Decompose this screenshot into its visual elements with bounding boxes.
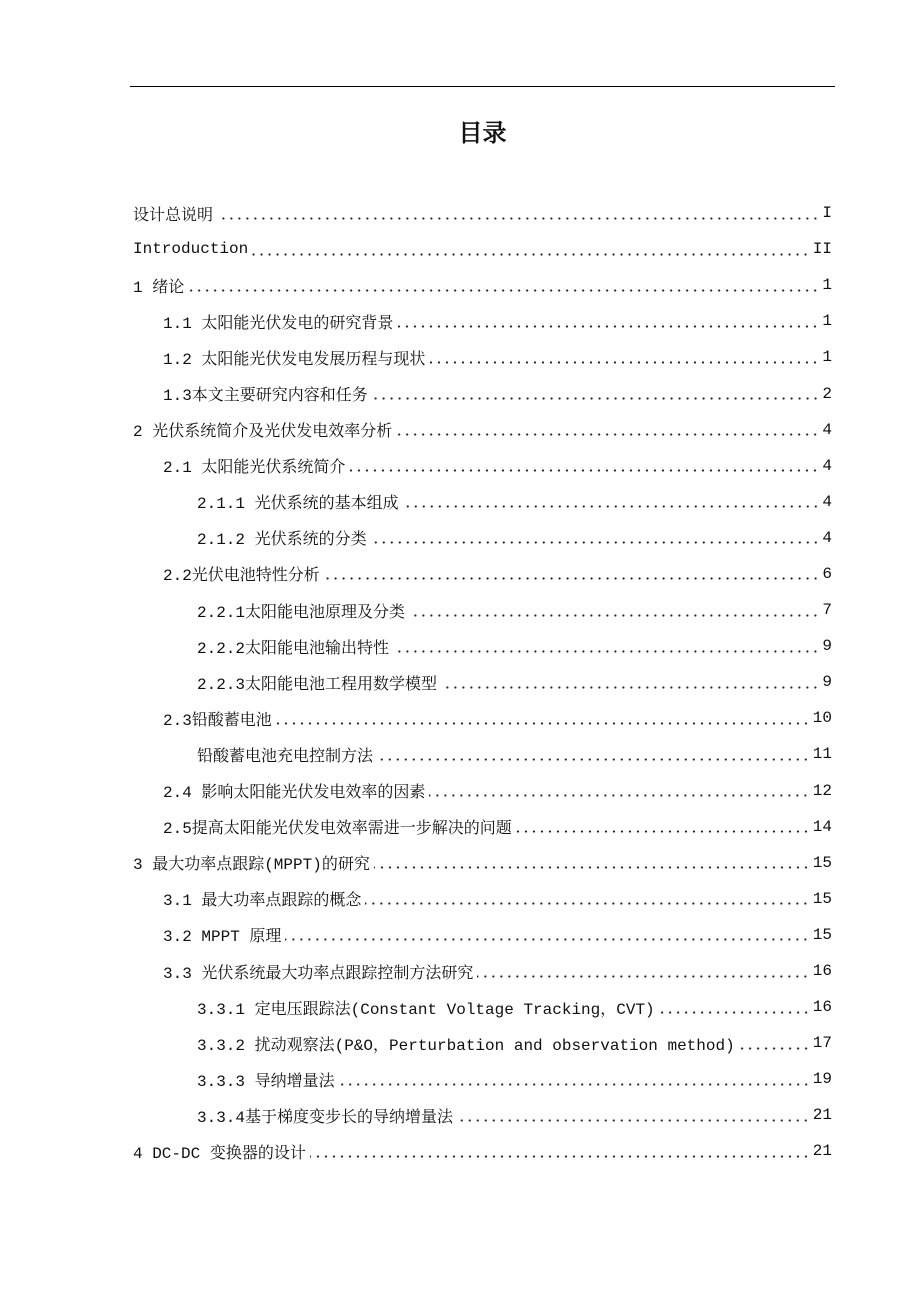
toc-entry (133, 448, 832, 484)
toc-entry-page: 7 (822, 601, 832, 620)
toc-entry-page: 1 (822, 312, 832, 331)
dot-leader (371, 541, 820, 544)
toc-entry-label: 3.3 光伏系统最大功率点跟踪控制方法研究 (163, 964, 474, 983)
toc-entry-label: 设计总说明 (133, 206, 214, 225)
dot-leader (349, 469, 819, 472)
header-rule (130, 86, 835, 87)
dot-leader (285, 938, 809, 941)
toc-entry-page: 2 (822, 384, 832, 403)
dot-leader (403, 505, 820, 508)
toc-entry (133, 556, 832, 592)
dot-leader (310, 1155, 810, 1158)
toc-entry-page: 21 (812, 1142, 832, 1161)
toc-entry (133, 989, 832, 1025)
dot-leader (409, 614, 819, 617)
toc-entry-label: 1.3本文主要研究内容和任务 (163, 387, 368, 406)
toc-entry (133, 736, 832, 772)
dot-leader (516, 830, 810, 833)
dot-leader (393, 650, 819, 653)
toc-entry (133, 267, 832, 303)
dot-leader (477, 975, 809, 978)
dot-leader (659, 1011, 810, 1014)
page-title: 目录 (458, 119, 507, 147)
toc-entry-page: 9 (822, 673, 832, 692)
toc-entry-label: 2.2.2太阳能电池输出特性 (197, 639, 390, 658)
toc-entry-label: 1.2 太阳能光伏发电发展历程与现状 (163, 350, 426, 369)
dot-leader (739, 1047, 810, 1050)
toc-entry-page: 4 (822, 420, 832, 439)
toc-entry-page: 10 (812, 709, 832, 728)
dot-leader (252, 253, 810, 256)
dot-leader (429, 794, 809, 797)
toc-entry-page: 15 (812, 853, 832, 872)
toc-entry-page: II (812, 240, 832, 259)
toc-entry-label: 2.1.2 光伏系统的分类 (197, 531, 367, 550)
dot-leader (365, 902, 809, 905)
toc-entry-page: 1 (822, 276, 832, 295)
dot-leader (441, 686, 819, 689)
dot-leader (457, 1119, 810, 1122)
dot-leader (377, 758, 810, 761)
dot-leader (324, 577, 820, 580)
toc-entry (133, 1097, 832, 1133)
toc-entry (133, 412, 832, 448)
dot-leader (372, 397, 820, 400)
toc-entry-label: 2.4 影响太阳能光伏发电效率的因素 (163, 784, 426, 803)
toc-entry-page: 19 (812, 1070, 832, 1089)
dot-leader (217, 217, 819, 220)
toc-entry-label: 3.1 最大功率点跟踪的概念 (163, 892, 362, 911)
toc-entry (133, 628, 832, 664)
toc-entry (133, 881, 832, 917)
toc-entry-page: 21 (812, 1106, 832, 1125)
toc-entry-page: 16 (812, 998, 832, 1017)
toc-entry (133, 809, 832, 845)
toc-entry-page: 12 (812, 781, 832, 800)
toc-entry (133, 303, 832, 339)
toc-entry-label: 2.2光伏电池特性分析 (163, 567, 320, 586)
toc-entry-page: 17 (812, 1034, 832, 1053)
toc-entry (133, 1061, 832, 1097)
toc-entry-page: 15 (812, 925, 832, 944)
toc-entry (133, 664, 832, 700)
toc-entry-label: 铅酸蓄电池充电控制方法 (197, 747, 374, 766)
toc-entry-page: 4 (822, 528, 832, 547)
toc-entry (133, 773, 832, 809)
toc-entry-label: 2.1 太阳能光伏系统简介 (163, 459, 346, 478)
toc-entry-page: I (822, 204, 832, 223)
toc-entry-label: 2.2.3太阳能电池工程用数学模型 (197, 675, 438, 694)
toc-entry (133, 1025, 832, 1061)
toc-entry-page: 11 (812, 745, 832, 764)
toc-entry-label: 2.5提高太阳能光伏发电效率需进一步解决的问题 (163, 820, 512, 839)
toc-entry-label: 2.1.1 光伏系统的基本组成 (197, 495, 399, 514)
toc-entry-page: 4 (822, 456, 832, 475)
toc-entry-page: 15 (812, 889, 832, 908)
dot-leader (339, 1083, 810, 1086)
toc-entry (133, 375, 832, 411)
dot-leader (396, 433, 819, 436)
table-of-contents (133, 195, 832, 1170)
toc-entry (133, 231, 832, 267)
toc-entry (133, 953, 832, 989)
toc-entry-label: 3 最大功率点跟踪(MPPT)的研究 (133, 856, 370, 875)
toc-entry (133, 484, 832, 520)
toc-entry-page: 9 (822, 637, 832, 656)
toc-entry-page: 4 (822, 492, 832, 511)
toc-entry (133, 339, 832, 375)
toc-entry-page: 16 (812, 962, 832, 981)
dot-leader (397, 325, 819, 328)
dot-leader (276, 722, 810, 725)
toc-entry-label: Introduction (133, 240, 249, 259)
toc-entry (133, 592, 832, 628)
toc-entry-label: 4 DC-DC 变换器的设计 (133, 1144, 306, 1163)
toc-entry-label: 2.2.1太阳能电池原理及分类 (197, 603, 406, 622)
toc-entry-label: 3.3.1 定电压跟踪法(Constant Voltage Tracking，CVT) (197, 1000, 655, 1019)
toc-entry (133, 917, 832, 953)
toc-entry (133, 195, 832, 231)
toc-entry-label: 2 光伏系统简介及光伏发电效率分析 (133, 423, 393, 442)
toc-entry-label: 2.3铅酸蓄电池 (163, 711, 272, 730)
toc-entry-label: 3.3.3 导纳增量法 (197, 1072, 335, 1091)
toc-entry-page: 6 (822, 564, 832, 583)
toc-entry-label: 3.3.4基于梯度变步长的导纳增量法 (197, 1108, 454, 1127)
toc-entry (133, 1133, 832, 1169)
toc-entry-label: 1.1 太阳能光伏发电的研究背景 (163, 314, 394, 333)
toc-entry-page: 1 (822, 348, 832, 367)
dot-leader (429, 361, 819, 364)
toc-entry-label: 1 绪论 (133, 278, 185, 297)
dot-leader (374, 866, 810, 869)
toc-entry (133, 845, 832, 881)
toc-entry (133, 700, 832, 736)
toc-entry-page: 14 (812, 817, 832, 836)
toc-entry-label: 3.3.2 扰动观察法(P&O，Perturbation and observation method) (197, 1036, 735, 1055)
toc-entry-label: 3.2 MPPT 原理 (163, 928, 282, 947)
dot-leader (188, 289, 819, 292)
toc-entry (133, 520, 832, 556)
